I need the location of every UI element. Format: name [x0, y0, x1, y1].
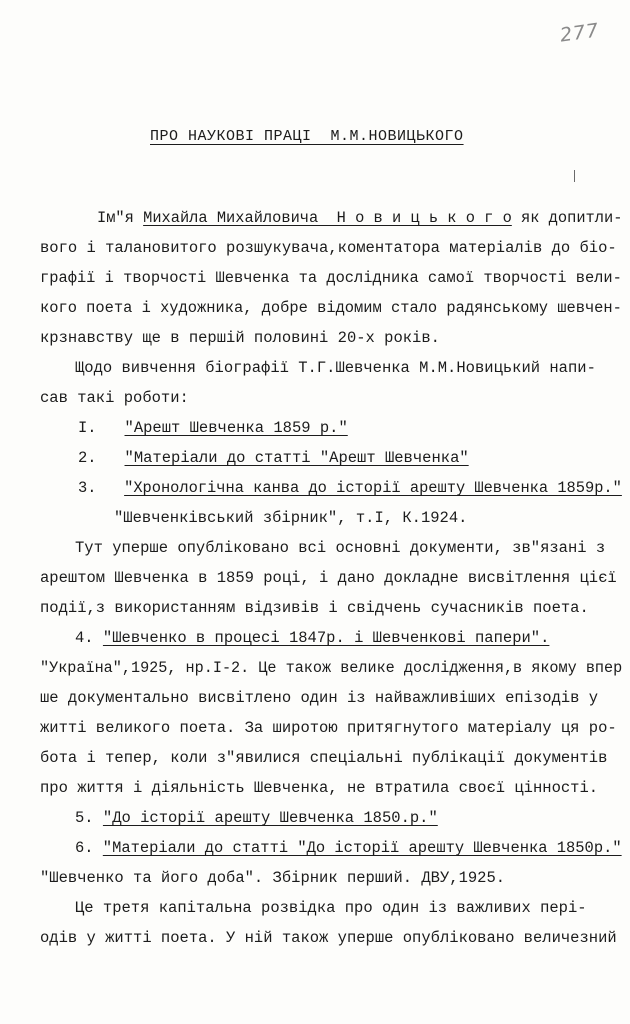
list-item	[75, 628, 549, 648]
text-line: ше документально висвітлено один із найважливіших епізодів у	[40, 689, 599, 707]
work-title: "Матеріали до статті "Арешт Шевченка"	[124, 449, 469, 467]
text-line: одів у житті поета. У ній також уперше опубліковано величезний	[40, 929, 617, 947]
text-line: "Україна",1925, нр.І-2. Це також велике дослідження,в якому впер	[40, 659, 623, 677]
work-title: "До історії арешту Шевченка 1850.р."	[102, 809, 438, 827]
work-title: "Хронологічна канва до історії арешту Шевченка 1859р."	[124, 479, 622, 497]
text-line: про життя і діяльність Шевченка, не втратила своєї цінності.	[40, 779, 599, 797]
document-title: ПРО НАУКОВІ ПРАЦІ М.М.НОВИЦЬКОГО	[150, 128, 464, 145]
work-title: "Арешт Шевченка 1859 р."	[124, 419, 348, 437]
text-line: сав такі роботи:	[40, 389, 189, 407]
work-title: "Шевченко в процесі 1847р. і Шевченкові папери".	[102, 629, 550, 647]
source-line: "Шевченківський збірник", т.І, К.1924.	[114, 509, 468, 527]
list-item	[75, 838, 622, 858]
text-line: події,з використанням відзивів і свідчень сучасників поета.	[40, 599, 589, 617]
list-item	[78, 418, 348, 438]
item-number: 4.	[75, 629, 94, 647]
text-line: житті великого поета. За широтою притягнутого матеріалу ця ро-	[40, 719, 617, 737]
item-number: 2.	[78, 449, 97, 467]
work-title: "Матеріали до статті "До історії арешту Шевченка 1850р."	[102, 839, 622, 857]
text-line: бота і тепер, коли з"явилися спеціальні публікації документів	[40, 749, 608, 767]
source-line: "Шевченко та його доба". Збірник перший. ДВУ,1925.	[40, 869, 506, 887]
text-fragment: Ім"я	[97, 209, 144, 227]
text-line: Тут уперше опубліковано всі основні документи, зв"язані з	[75, 539, 606, 557]
item-number: 6.	[75, 839, 94, 857]
ink-mark	[574, 170, 575, 182]
text-fragment: як допитли-	[511, 209, 623, 227]
item-number: 3.	[78, 479, 97, 497]
text-line: крзнавству ще в першій половині 20-х років.	[40, 329, 440, 347]
text-line: Щодо вивчення біографії Т.Г.Шевченка М.М.Новицький напи-	[75, 359, 596, 377]
author-name: Михайла Михайловича Н о в и ц ь к о г о	[143, 209, 512, 227]
item-number: I.	[78, 419, 97, 437]
page-number: 277	[558, 19, 601, 47]
text-line: графії і творчості Шевченка та дослідника самої творчості вели-	[40, 269, 622, 287]
text-line: вого і талановитого розшукувача,коментатора матеріалів до біо-	[40, 239, 617, 257]
list-item	[78, 478, 622, 498]
text-line: кого поета і художника, добре відомим стало радянському шевчен-	[40, 299, 622, 317]
text-line: арештом Шевченка в 1859 році, і дано докладне висвітлення цієї	[40, 569, 617, 587]
item-number: 5.	[75, 809, 94, 827]
list-item	[75, 808, 438, 828]
list-item	[78, 448, 469, 468]
text-line: Це третя капітальна розвідка про один із важливих пері-	[75, 899, 587, 917]
text-line	[97, 208, 622, 228]
